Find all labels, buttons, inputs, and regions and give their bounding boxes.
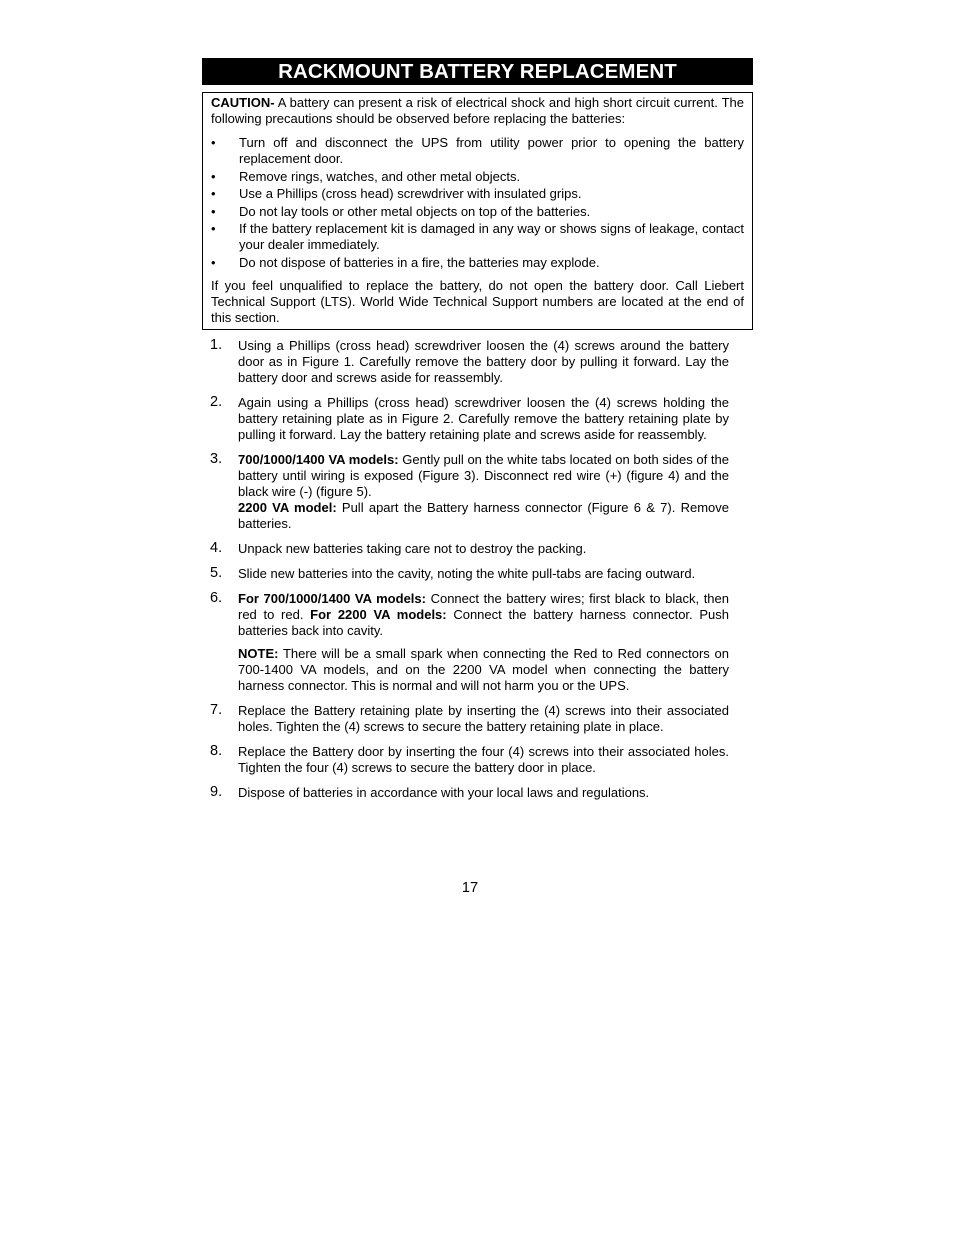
- precaution-text: Use a Phillips (cross head) screwdriver with insulated grips.: [239, 186, 582, 201]
- step-item: [202, 785, 729, 801]
- precaution-text: If the battery replacement kit is damaged in any way or shows signs of leakage, contact your dealer immediately.: [239, 221, 744, 252]
- bullet-icon: •: [211, 186, 216, 201]
- step-text-part: Connect the battery wires; first black to black, then red to red.: [238, 590, 729, 622]
- step-text: [238, 500, 729, 532]
- precaution-item: [211, 169, 744, 185]
- replacement-steps: [202, 338, 729, 801]
- bullet-icon: •: [211, 203, 216, 219]
- precaution-item: [211, 204, 744, 220]
- document-page: [202, 58, 753, 896]
- step-item: [202, 703, 729, 735]
- precaution-list: [211, 135, 744, 271]
- caution-box: [202, 92, 753, 330]
- step-text-part: Gently pull on the white tabs located on both sides of the battery until wiring is exposed (Figure 3). Disconnect red wire (+) (figure 4) and the black wire (-) (figure 5).: [238, 451, 729, 499]
- step-text: Dispose of batteries in accordance with your local laws and regulations.: [238, 784, 650, 800]
- step-item: [202, 591, 729, 694]
- precaution-text: Turn off and disconnect the UPS from utility power prior to opening the battery replacement door.: [239, 135, 744, 166]
- step-text: [238, 591, 729, 639]
- step-text: Unpack new batteries taking care not to destroy the packing.: [238, 540, 587, 556]
- page-number: 17: [461, 880, 479, 896]
- step-number: 8.: [210, 742, 223, 759]
- bullet-icon: •: [211, 221, 216, 236]
- step-item: [202, 744, 729, 776]
- step-number: 7.: [210, 701, 223, 718]
- step-text: [238, 452, 729, 500]
- precaution-item: [211, 255, 744, 271]
- step-number: 6.: [210, 589, 223, 606]
- step-number: 9.: [210, 783, 223, 800]
- step-text-part: Connect the battery harness connector. Push batteries back into cavity.: [238, 606, 729, 638]
- precaution-text: Do not lay tools or other metal objects on top of the batteries.: [239, 203, 591, 219]
- bullet-icon: •: [211, 135, 216, 150]
- step-number: 4.: [210, 539, 223, 556]
- bullet-icon: •: [211, 168, 216, 184]
- note-text: There will be a small spark when connecting the Red to Red connectors on 700-1400 VA models, and on the 2200 VA model when connecting the battery harness connector. This is normal and will not harm you or the UPS.: [238, 645, 729, 693]
- caution-intro-text: A battery can present a risk of electrical shock and high short circuit current. The following precautions should be observed before replacing the batteries:: [211, 95, 744, 126]
- caution-label: CAUTION-: [211, 95, 275, 110]
- step-item: [202, 541, 729, 557]
- step-text-part: Pull apart the Battery harness connector (Figure 6 & 7). Remove batteries.: [238, 499, 729, 531]
- step-note: [238, 646, 729, 694]
- step-text: Slide new batteries into the cavity, noting the white pull-tabs are facing outward.: [238, 565, 696, 581]
- step-number: 2.: [210, 393, 223, 410]
- step-text: Replace the Battery retaining plate by inserting the (4) screws into their associated holes. Tighten the (4) screws to secure the battery retaining plate in place.: [238, 702, 729, 734]
- step-number: 1.: [210, 336, 223, 353]
- model-label: For 2200 VA models:: [310, 606, 447, 622]
- precaution-item: [211, 135, 744, 167]
- step-item: [202, 566, 729, 582]
- page-title: RACKMOUNT BATTERY REPLACEMENT: [202, 58, 753, 85]
- step-item: [202, 395, 729, 443]
- bullet-icon: •: [211, 254, 216, 270]
- step-text: Replace the Battery door by inserting the four (4) screws into their associated holes. Tighten the four (4) screws to secure the battery door in place.: [238, 743, 729, 775]
- step-number: 3.: [210, 450, 223, 467]
- step-text: Using a Phillips (cross head) screwdriver loosen the (4) screws around the battery door as in Figure 1. Carefully remove the battery door by pulling it forward. Lay the battery door and screws aside for reassembly.: [238, 337, 729, 385]
- precaution-item: [211, 186, 744, 202]
- model-label: 700/1000/1400 VA models:: [238, 451, 399, 467]
- precaution-item: [211, 221, 744, 253]
- step-number: 5.: [210, 564, 223, 581]
- model-label: For 700/1000/1400 VA models:: [238, 590, 426, 606]
- step-text: Again using a Phillips (cross head) screwdriver loosen the (4) screws holding the battery retaining plate as in Figure 2. Carefully remove the battery retaining plate by pulling it forward. Lay the battery retaining plate and screws aside for reassembly.: [238, 394, 729, 442]
- note-label: NOTE:: [238, 645, 279, 661]
- step-item: [202, 452, 729, 532]
- step-item: [202, 338, 729, 386]
- precaution-text: Remove rings, watches, and other metal objects.: [239, 168, 521, 184]
- model-label: 2200 VA model:: [238, 499, 337, 515]
- caution-footer: If you feel unqualified to replace the battery, do not open the battery door. Call Liebert Technical Support (LTS). World Wide Technical Support numbers are located at the end of this section.: [211, 277, 744, 325]
- caution-intro: [211, 95, 744, 127]
- precaution-text: Do not dispose of batteries in a fire, the batteries may explode.: [239, 254, 600, 270]
